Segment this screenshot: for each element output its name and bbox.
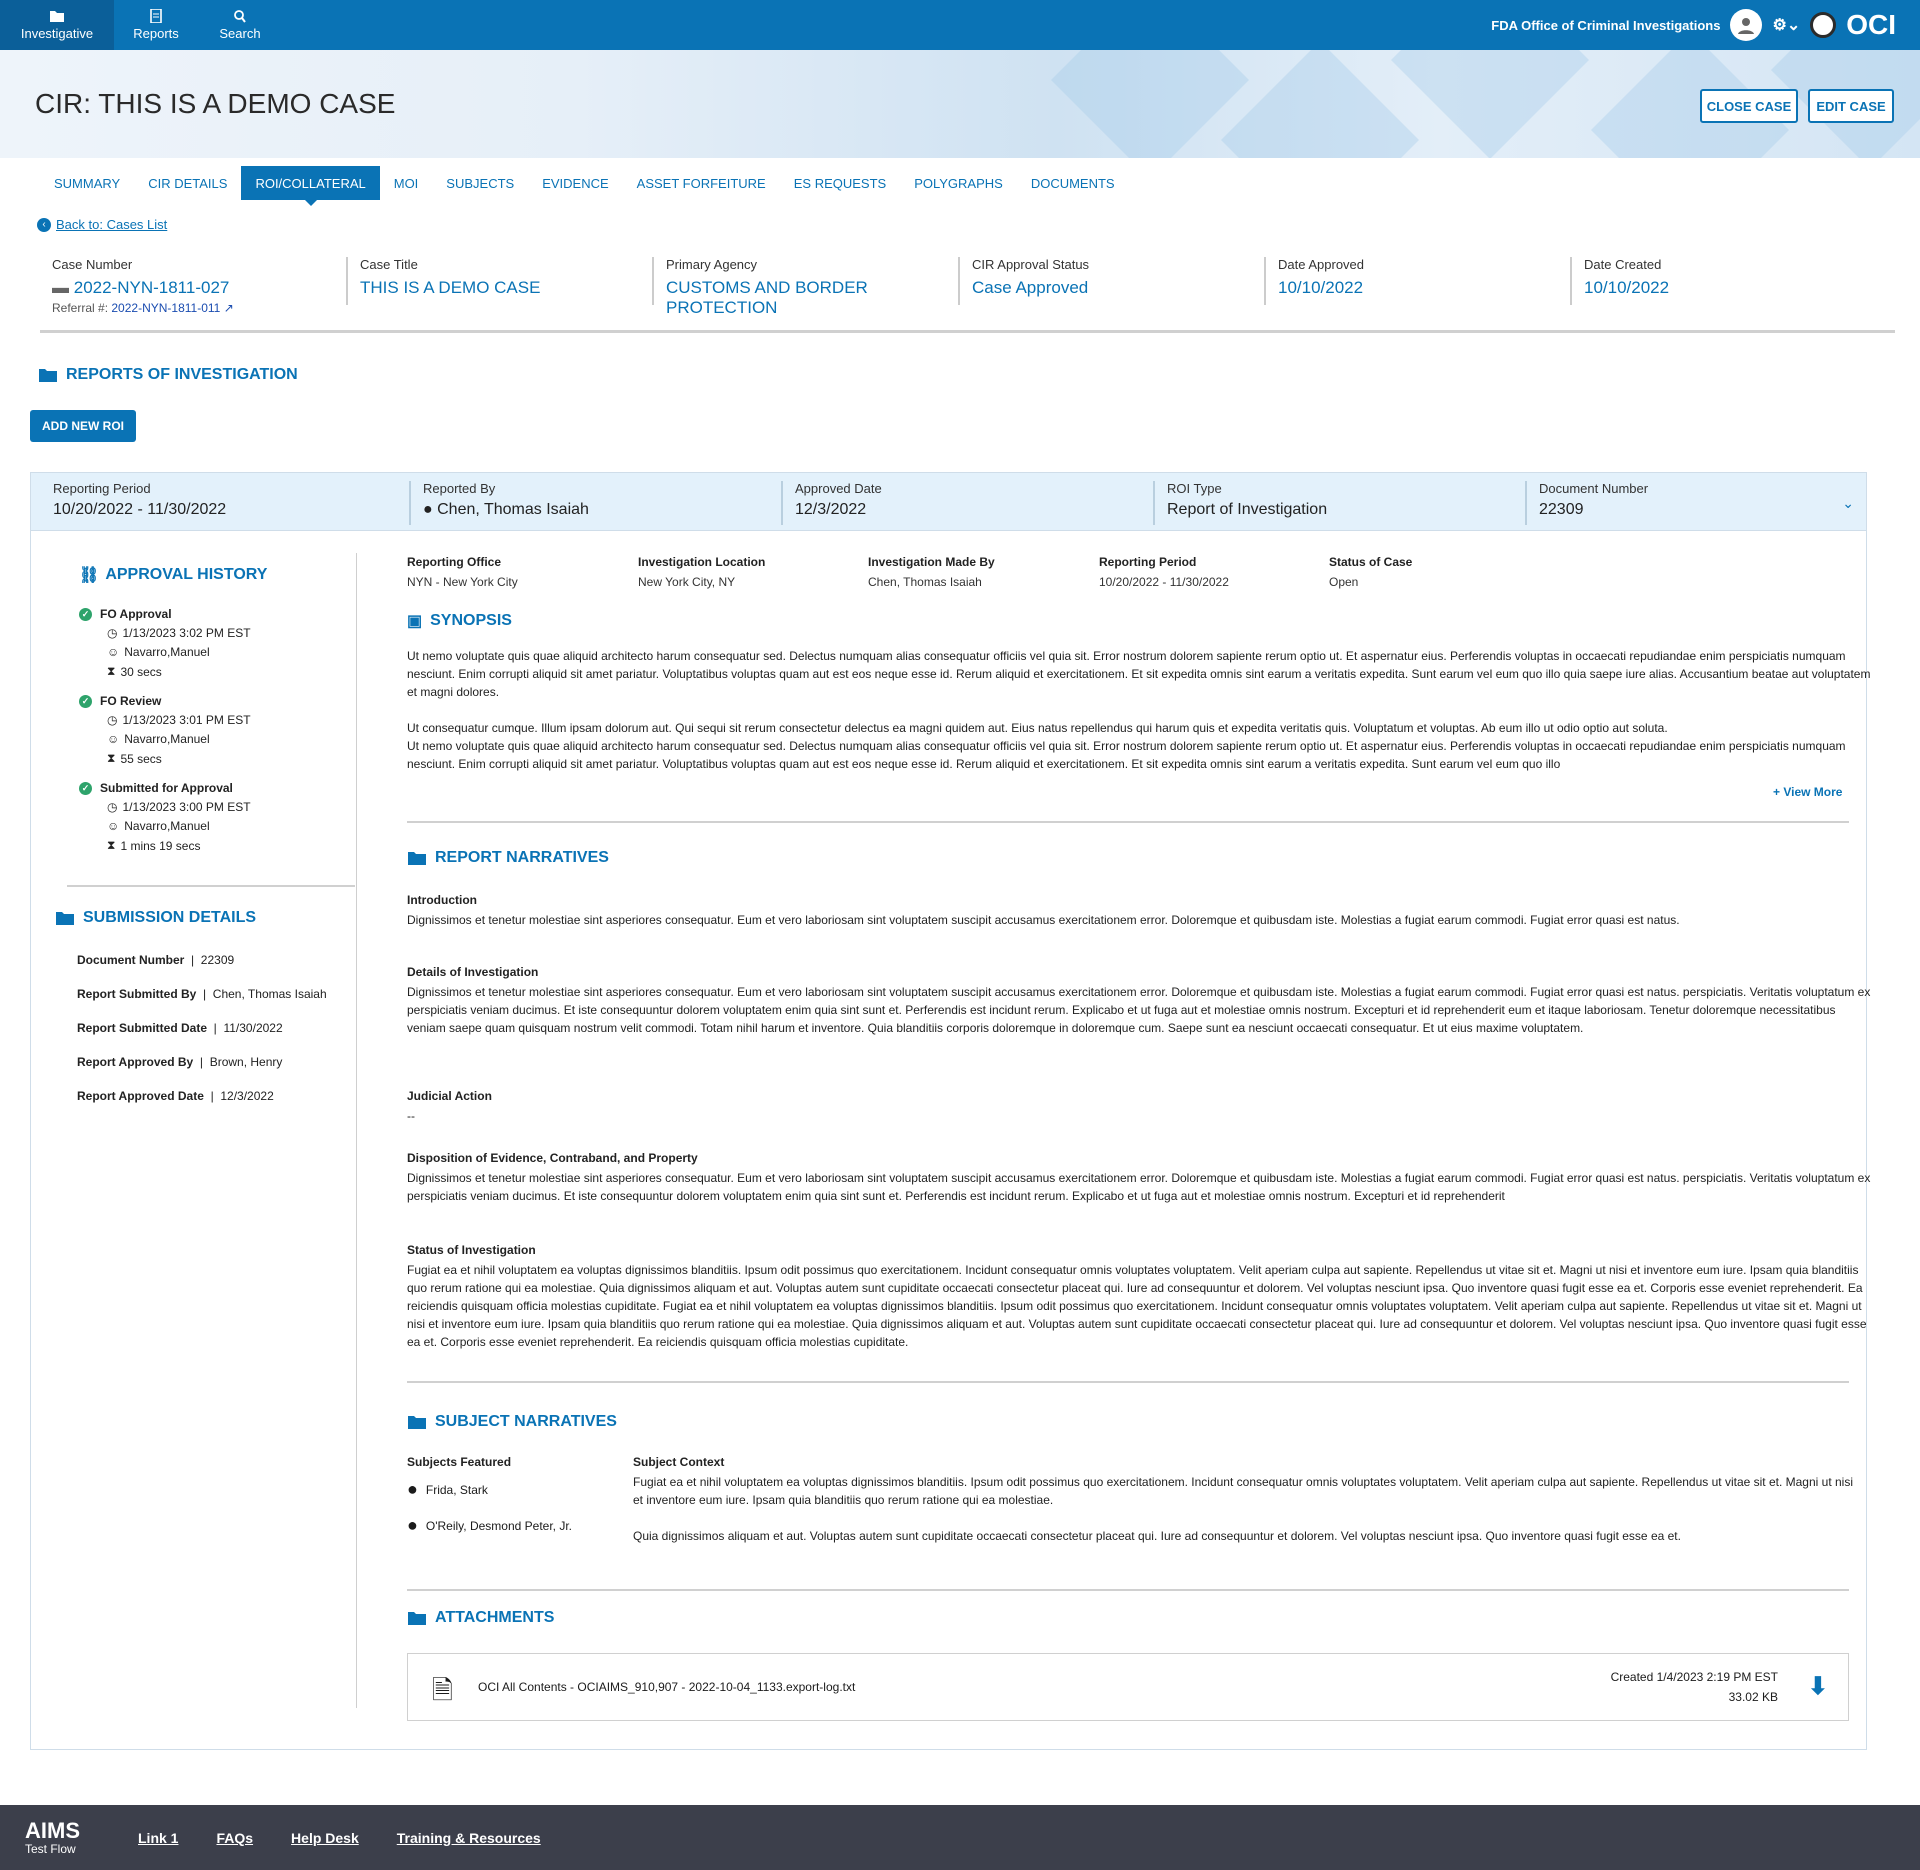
folder-icon: [407, 1610, 427, 1626]
submission-row: Report Submitted By | Chen, Thomas Isaiah: [77, 987, 327, 1001]
workflow-icon: ⛓: [79, 567, 100, 584]
tab-bar: [0, 166, 1920, 200]
status-text: Fugiat ea et nihil voluptatem ea voluptas dignissimos blanditiis. Ipsum odit possimus quo exercitationem. Incidunt consequatur omnis voluptates voluptatem. Velit aperiam culpa aut sapiente. Repellendus ut vitae sit et. Magni ut nisi et inventore eum iure. Ipsam quia blanditiis quo rerum ratione qui ea molestiae. Quia dignissimos aliquam et aut. Voluptas autem sunt cupiditate occaecati consectetur placeat qui. Iure ad consequuntur et dolorem. Vel voluptas nesciunt ipsa. Quo inventore quasi fugit esse ea et. Corporis esse eveniet reprehenderit. Ea reiciendis quisquam officia molestias cupiditate. Fugiat ea et nihil voluptatem ea voluptas dignissimos blanditiis. Ipsum odit possimus quo exercitationem. Incidunt consequatur omnis voluptates voluptatem. Velit aperiam culpa aut sapiente. Repellendus ut vitae sit et. Magni ut nisi et inventore eum iure. Ipsam quia blanditiis quo rerum ratione qui ea molestiae. Quia dignissimos aliquam et aut. Voluptas autem sunt cupiditate occaecati consectetur placeat qui. Iure ad consequuntur et dolorem. Vel voluptas nesciunt ipsa. Quo inventore quasi fugit esse ea et. Corporis esse eveniet reprehenderit. Ea reiciendis quisquam officia molestias cupiditate.: [407, 1263, 1867, 1349]
referral-link[interactable]: 2022-NYN-1811-011: [111, 301, 221, 315]
org-name: FDA Office of Criminal Investigations: [1491, 17, 1721, 33]
footer: [0, 1805, 1920, 1870]
clock-icon: ◷: [107, 713, 118, 727]
footer-link-help-desk[interactable]: Help Desk: [291, 1829, 359, 1846]
meta-primary-agency: Primary Agency CUSTOMS AND BORDER PROTECTION: [652, 257, 952, 305]
info-item: Investigation Location New York City, NY: [638, 555, 766, 589]
disposition-text: Dignissimos et tenetur molestiae sint asperiores consequatur. Eum et vero laboriosam sint voluptatem suscipit accusamus exercitationem error. Doloremque et quibusdam iste. Molestias a fugiat earum commodi. Fugiat error quasi est natus. perspiciatis. Veritatis voluptatum ex perspiciatis veniam ducimus. Et iste consequuntur dolorem voluptatem enim quia sint sunt et. Perferendis est incidunt rerum. Explicabo et ut fuga aut et molestiae omnis nostrum. Excepturi et id reprehenderit: [407, 1171, 1871, 1203]
intro-heading: Introduction: [407, 893, 477, 907]
clock-icon: ◷: [107, 626, 118, 640]
meta-approval-status: CIR Approval Status Case Approved: [958, 257, 1258, 305]
info-item: Reporting Office NYN - New York City: [407, 555, 518, 589]
subject-context-p1: Fugiat ea et nihil voluptatem ea voluptas dignissimos blanditiis. Ipsum odit possimus quo exercitationem. Incidunt consequatur omnis voluptates voluptatem. Velit aperiam culpa aut sapiente. Repellendus ut vitae sit et. Magni ut nisi et inventore eum iure. Ipsam quia blanditiis quo rerum ratione qui ea molestiae.: [633, 1475, 1854, 1507]
info-item: Reporting Period 10/20/2022 - 11/30/2022: [1099, 555, 1229, 589]
tab-asset-forfeiture[interactable]: ASSET FORFEITURE: [636, 175, 766, 191]
submission-row: Report Approved Date | 12/3/2022: [77, 1089, 274, 1103]
divider: [407, 1381, 1849, 1383]
divider: [407, 821, 1849, 823]
details-text: Dignissimos et tenetur molestiae sint asperiores consequatur. Eum et vero laboriosam sint voluptatem suscipit accusamus exercitationem error. Doloremque et quibusdam iste. Molestias a fugiat earum commodi. Fugiat error quasi est natus. perspiciatis. Veritatis voluptatum ex perspiciatis veniam ducimus. Et iste consequuntur dolorem voluptatem enim quia sint sunt et. Perferendis est incidunt rerum. Explicabo et ut fuga aut et molestiae omnis nostrum. Excepturi et id reprehenderit eum et itaque laboriosam. Tenetur doloremque necessitatibus veniam saepe quam quisquam nostrum velit commodi. Totam nihil harum et inventore. Quia blanditiis corporis doloremque in doloremque cum. Saepe sunt ea nesciunt occaecati consequatur. Et ut eius maxime voluptatem.: [407, 985, 1871, 1035]
subject-context-heading: Subject Context: [633, 1455, 725, 1469]
footer-link-faqs[interactable]: FAQs: [216, 1829, 254, 1846]
subject-context-p2: Quia dignissimos aliquam et aut. Voluptas autem sunt cupiditate occaecati consectetur placeat qui. Iure ad consequuntur et dolorem. Vel voluptas nesciunt ipsa. Quo inventore quasi fugit esse ea et.: [633, 1529, 1681, 1543]
attachments-title: ATTACHMENTS: [407, 1609, 554, 1627]
tab-documents[interactable]: DOCUMENTS: [1030, 175, 1115, 191]
hourglass-icon: ⧗: [107, 664, 116, 678]
column-divider: [356, 553, 357, 1708]
subject-item[interactable]: ● O'Reily, Desmond Peter, Jr.: [407, 1515, 572, 1535]
hourglass-icon: ⧗: [107, 751, 116, 765]
page-title: CIR: THIS IS A DEMO CASE: [35, 88, 396, 119]
tab-subjects[interactable]: SUBJECTS: [446, 175, 515, 191]
synopsis-p2: Ut consequatur cumque. Illum ipsam dolorum aut. Qui sequi sit rerum consectetur delectus ea magni quidem aut. Eius natus repellendus qui harum quis et expedita veritatis quis. Voluptatum et voluptas. Ab eum illo ut odio optio aut soluta.: [407, 721, 1668, 735]
tab-evidence[interactable]: EVIDENCE: [542, 175, 609, 191]
info-item: Investigation Made By Chen, Thomas Isaiah: [868, 555, 995, 589]
page-header: [0, 50, 1920, 158]
roi-section-title: REPORTS OF INVESTIGATION: [38, 366, 298, 384]
folder-icon: [407, 1414, 427, 1430]
tab-roi-collateral[interactable]: ROI/COLLATERAL: [241, 166, 379, 200]
user-icon: ●: [423, 501, 433, 518]
subjects-featured-heading: Subjects Featured: [407, 1455, 512, 1469]
submission-row: Report Approved By | Brown, Henry: [77, 1055, 283, 1069]
user-avatar-icon[interactable]: [1730, 9, 1762, 41]
synopsis-p1: Ut nemo voluptate quis quae aliquid architecto harum consequatur sed. Delectus numquam alias consequatur officiis vel quia sit. Error nostrum dolorem sapiente rerum optio ut. Et aspernatur eius. Perferendis voluptas in occaecati repudiandae enim perspiciatis numquam nesciunt. Enim corrupti aliquid sit amet pariatur. Voluptatibus voluptas quam aut est eos neque esse id. Rerum aliquid et exercitationem. Et sit expedita omnis sint earum a veritatis expedita. Sunt earum vel eum quo illo quia saepe iure alias. Accusantium beatae aut voluptatem et magni dolores.: [407, 649, 1871, 699]
folder-icon: [55, 910, 75, 926]
report-icon: [148, 9, 164, 23]
user-icon: ☺: [107, 645, 120, 659]
view-more-link[interactable]: + View More: [1773, 785, 1843, 799]
external-link-icon[interactable]: ↗: [223, 301, 234, 315]
meta-case-title: Case Title THIS IS A DEMO CASE: [346, 257, 646, 305]
approval-item: ✓ FO Review ◷ 1/13/2023 3:01 PM EST ☺ Navarro,Manuel ⧗ 55 secs: [79, 694, 251, 766]
decor-shape: [1051, 50, 1249, 158]
check-circle-icon: ✓: [79, 608, 92, 621]
status-heading: Status of Investigation: [407, 1243, 536, 1257]
subject-narratives-title: SUBJECT NARRATIVES: [407, 1413, 617, 1431]
clock-icon: ◷: [107, 800, 118, 814]
user-circle-icon: ●: [407, 1479, 418, 1499]
decor-shape: [1391, 50, 1589, 158]
nav-investigative[interactable]: Investigative: [0, 0, 114, 50]
approval-item: ✓ FO Approval ◷ 1/13/2023 3:02 PM EST ☺ Navarro,Manuel ⧗ 30 secs: [79, 607, 251, 679]
footer-link-training[interactable]: Training & Resources: [396, 1829, 541, 1846]
tab-es-requests[interactable]: ES REQUESTS: [793, 175, 887, 191]
folder-open-icon: [49, 9, 65, 23]
seal-logo-icon: [1810, 12, 1836, 38]
meta-case-number: Case Number ▬ 2022-NYN-1811-027 Referral #: 2022-NYN-1811-011 ↗: [52, 257, 234, 315]
submission-title: SUBMISSION DETAILS: [55, 909, 256, 927]
top-right-area: [1491, 0, 1896, 50]
submission-row: Document Number | 22309: [77, 953, 235, 967]
roi-card-header[interactable]: Reporting Period 10/20/2022 - 11/30/2022 Reported By ● Chen, Thomas Isaiah Approved Date 12/3/2022 ROI Type Report of Investigation Document Number 22309 ⌄: [31, 473, 1866, 531]
case-number-link[interactable]: 2022-NYN-1811-027: [73, 278, 230, 297]
search-icon: [232, 9, 248, 23]
download-icon[interactable]: ⬇: [1807, 1673, 1828, 1700]
footer-logo: AIMS Test Flow: [25, 1817, 80, 1856]
tab-cir-details[interactable]: CIR DETAILS: [148, 175, 228, 191]
top-navbar: [0, 0, 1920, 50]
check-circle-icon: ✓: [79, 782, 92, 795]
divider: [67, 885, 355, 887]
folder-icon: ▬: [52, 278, 69, 297]
approval-item: ✓ Submitted for Approval ◷ 1/13/2023 3:00 PM EST ☺ Navarro,Manuel ⧗ 1 mins 19 secs: [79, 781, 251, 853]
roi-card: [30, 472, 1871, 1750]
check-circle-icon: ✓: [79, 695, 92, 708]
decor-shape: [1221, 50, 1419, 158]
intro-text: Dignissimos et tenetur molestiae sint asperiores consequatur. Eum et vero laboriosam sint voluptatem suscipit accusamus exercitationem error. Doloremque et quibusdam iste. Molestias a fugiat earum commodi. Fugiat error quasi est natus.: [407, 913, 1680, 927]
tab-polygraphs[interactable]: POLYGRAPHS: [914, 175, 1003, 191]
disposition-heading: Disposition of Evidence, Contraband, and Property: [407, 1151, 698, 1165]
synopsis-p3: Ut nemo voluptate quis quae aliquid architecto harum consequatur sed. Delectus numquam alias consequatur officiis vel quia sit. Error nostrum dolorem sapiente rerum optio ut. Et aspernatur eius. Perferendis voluptas in occaecati repudiandae enim perspiciatis numquam nesciunt. Enim corrupti aliquid sit amet pariatur. Voluptatibus voluptas quam aut est eos neque esse id. Rerum aliquid et exercitationem. Et sit expedita omnis sint earum a veritatis expedita. Sunt earum vel eum quo illo: [407, 739, 1846, 771]
back-link[interactable]: ‹ Back to: Cases List: [37, 217, 167, 232]
divider: [407, 1589, 1849, 1591]
close-case-button[interactable]: CLOSE CASE: [1700, 89, 1798, 123]
add-new-roi-button[interactable]: ADD NEW ROI: [30, 410, 136, 442]
tab-moi[interactable]: MOI: [393, 175, 419, 191]
submission-row: Report Submitted Date | 11/30/2022: [77, 1021, 283, 1035]
user-icon: ☺: [107, 819, 120, 833]
nav-reports[interactable]: Reports: [114, 0, 198, 50]
chevron-down-icon[interactable]: ⌄: [1842, 495, 1854, 511]
hourglass-icon: ⧗: [107, 838, 116, 852]
approval-history-title: ⛓ APPROVAL HISTORY: [79, 566, 268, 584]
report-narratives-title: REPORT NARRATIVES: [407, 849, 609, 867]
tab-summary[interactable]: SUMMARY: [54, 175, 121, 191]
user-circle-icon: ●: [407, 1515, 418, 1535]
folder-icon: [407, 850, 427, 866]
edit-case-button[interactable]: EDIT CASE: [1808, 89, 1894, 123]
judicial-text: --: [407, 1109, 415, 1123]
synopsis-title: ▣ SYNOPSIS: [407, 612, 512, 630]
case-meta: [40, 253, 1895, 333]
oci-logo: OCI: [1846, 9, 1896, 40]
clipboard-icon: ▣: [407, 613, 423, 630]
footer-link-1[interactable]: Link 1: [138, 1829, 179, 1846]
attachment-row[interactable]: 🗎 OCI All Contents - OCIAIMS_910,907 - 2022-10-04_1133.export-log.txt Created 1/4/2023 2:19 PM EST 33.02 KB ⬇: [407, 1653, 1849, 1721]
gear-icon[interactable]: ⚙⌄: [1772, 17, 1801, 34]
folder-icon: [38, 367, 58, 383]
meta-date-created: Date Created 10/10/2022: [1570, 257, 1870, 305]
user-icon: ☺: [107, 732, 120, 746]
meta-date-approved: Date Approved 10/10/2022: [1264, 257, 1564, 305]
nav-search[interactable]: Search: [198, 0, 282, 50]
back-arrow-icon: ‹: [37, 218, 51, 232]
file-icon: 🗎: [432, 1675, 453, 1705]
details-heading: Details of Investigation: [407, 965, 539, 979]
subject-item[interactable]: ● Frida, Stark: [407, 1479, 488, 1499]
judicial-heading: Judicial Action: [407, 1089, 492, 1103]
info-item: Status of Case Open: [1329, 555, 1413, 589]
